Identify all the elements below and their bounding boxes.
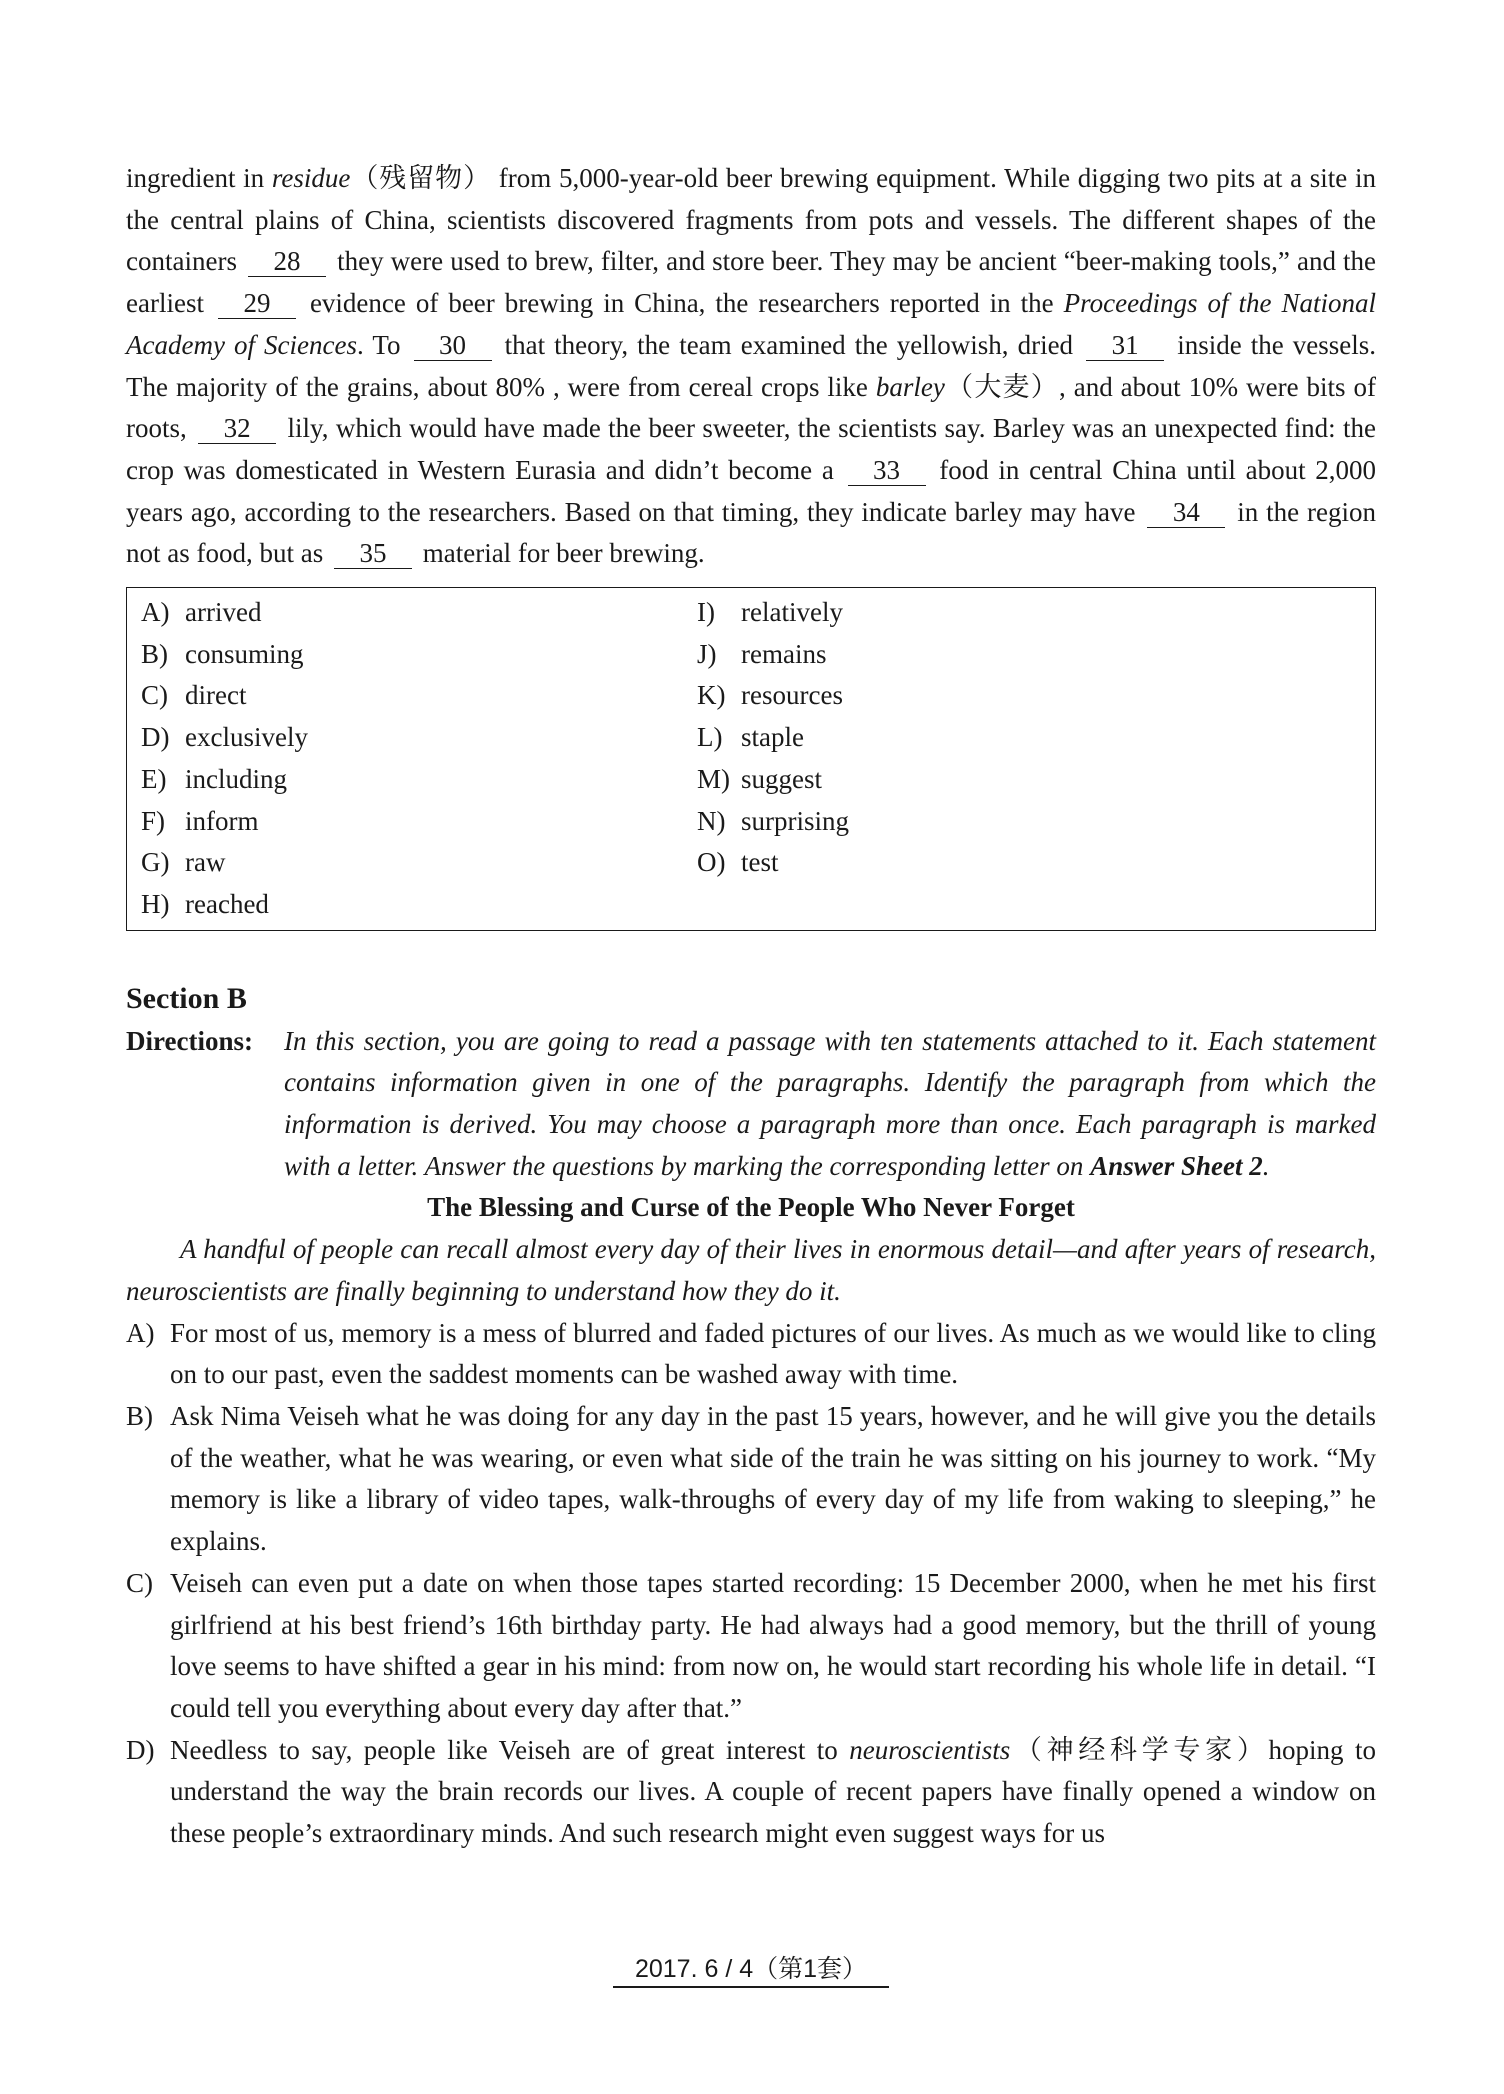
blank-35[interactable]: 35 bbox=[334, 538, 412, 569]
blank-28[interactable]: 28 bbox=[248, 246, 326, 277]
blank-31[interactable]: 31 bbox=[1086, 330, 1164, 361]
paragraph-a bbox=[126, 1313, 1376, 1396]
paragraph-letter: C) bbox=[126, 1567, 153, 1598]
word-option: B) consuming bbox=[141, 638, 304, 669]
word-option: K) resources bbox=[697, 680, 843, 711]
blank-33[interactable]: 33 bbox=[848, 455, 926, 486]
blank-32[interactable]: 32 bbox=[198, 413, 276, 444]
word-option: D) exclusively bbox=[141, 722, 308, 753]
word-option: E) including bbox=[141, 763, 287, 794]
word-option: L) staple bbox=[697, 722, 804, 753]
cloze-passage: ingredient in residue（残留物） from 5,000-year-old beer brewing equipment. While digging two pits at a site in the central plains of China, scientists discovered fragments from pots and vessels. The different shapes of the containers 28 they were used to brew, filter, and store beer. They may be ancient “beer-making tools,” and the earliest 29 evidence of beer brewing in China, the researchers reported in the Proceedings of the National Academy of Sciences. To 30 that theory, the team examined the yellowish, dried 31 inside the vessels. The majority of the grains, about 80% , were from cereal crops like barley（大麦）, and about 10% were bits of roots, 32 lily, which would have made the beer sweeter, the scientists say. Barley was an unexpected find: the crop was domesticated in Western Eurasia and didn’t become a 33 food in central China until about 2,000 years ago, according to the researchers. Based on that timing, they indicate barley may have 34 in the region not as food, but as 35 material for beer brewing. bbox=[126, 163, 1377, 569]
word-bank-left-column bbox=[141, 592, 697, 926]
paragraph-text: For most of us, memory is a mess of blurred and faded pictures of our lives. As much as we would like to cling on to our past, even the saddest moments can be washed away with time. bbox=[170, 1317, 1376, 1390]
word-bank-right-column bbox=[697, 592, 1375, 926]
blank-29[interactable]: 29 bbox=[218, 288, 296, 319]
word-option: C) direct bbox=[141, 680, 247, 711]
directions-label: Directions: bbox=[126, 1025, 253, 1056]
paragraph-text: Needless to say, people like Veiseh are of great interest to neuroscientists（神经科学专家）hoping to understand the way the brain records our lives. A couple of recent papers have finally opened a window on these people’s extraordinary minds. And such research might even suggest ways for us bbox=[170, 1734, 1376, 1849]
word-option: M) suggest bbox=[697, 763, 822, 794]
word-option: O) test bbox=[697, 847, 779, 878]
page-footer: 2017. 6 / 4（第1套） bbox=[613, 1952, 889, 1988]
word-option: N) surprising bbox=[697, 805, 849, 836]
paragraph-text: Ask Nima Veiseh what he was doing for any day in the past 15 years, however, and he will give you the details of the weather, what he was wearing, or even what side of the train he was sitting on his journey to work. “My memory is like a library of video tapes, walk-throughs of every day of my life from waking to sleeping,” he explains. bbox=[170, 1400, 1376, 1557]
word-bank bbox=[126, 587, 1376, 931]
directions-text: In this section, you are going to read a passage with ten statements attached to it. Each statement contains information given in one of the paragraphs. Identify the paragraph from which the information is derived. You may choose a paragraph more than once. Each paragraph is marked with a letter. Answer the questions by marking the corresponding letter on Answer Sheet 2. bbox=[284, 1025, 1376, 1181]
section-b-heading: Section B bbox=[126, 981, 247, 1015]
directions bbox=[126, 1021, 1376, 1188]
word-option: H) reached bbox=[141, 888, 269, 919]
paragraph-text: Veiseh can even put a date on when those tapes started recording: 15 December 2000, when he met his first girlfriend at his best friend’s 16th birthday party. He had always had a good memory, but the thrill of young love seems to have shifted a gear in his mind: from now on, he would start recording his whole life in detail. “I could tell you everything about every day after that.” bbox=[170, 1567, 1376, 1723]
paragraph-c bbox=[126, 1563, 1376, 1730]
passage-intro: A handful of people can recall almost every day of their lives in enormous detail—and after years of research, neuroscientists are finally beginning to understand how they do it. bbox=[126, 1234, 1376, 1306]
paragraph-d bbox=[126, 1730, 1376, 1855]
word-option: A) arrived bbox=[141, 597, 262, 628]
word-option: J) remains bbox=[697, 638, 827, 669]
word-option: I) relatively bbox=[697, 597, 843, 628]
word-option: F) inform bbox=[141, 805, 259, 836]
word-option: G) raw bbox=[141, 847, 226, 878]
blank-30[interactable]: 30 bbox=[414, 330, 492, 361]
passage-title: The Blessing and Curse of the People Who Never Forget bbox=[427, 1192, 1075, 1223]
paragraph-letter: B) bbox=[126, 1400, 153, 1431]
paragraph-b bbox=[126, 1396, 1376, 1563]
blank-34[interactable]: 34 bbox=[1147, 497, 1225, 528]
paragraph-letter: A) bbox=[126, 1317, 155, 1348]
paragraph-letter: D) bbox=[126, 1734, 155, 1765]
page-content bbox=[126, 158, 1376, 1855]
